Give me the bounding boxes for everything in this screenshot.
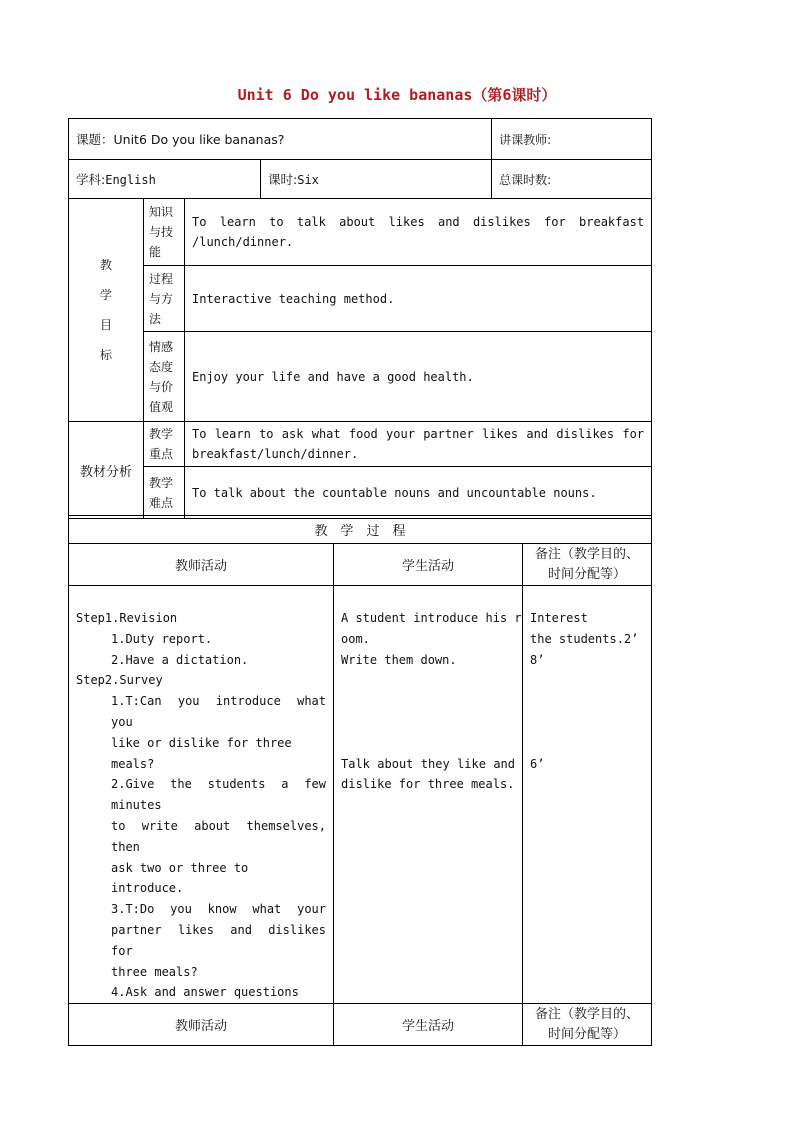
- student-line: oom.: [341, 631, 370, 646]
- process-heading: 教 学 过 程: [69, 516, 652, 544]
- knowledge-skills-text: To learn to talk about likes and dislikes for breakfast /lunch/dinner.: [185, 199, 652, 266]
- student-activity-header: 学生活动: [334, 544, 523, 586]
- total-periods-label: 总课时数:: [492, 160, 652, 199]
- teacher-line: Step1.Revision: [76, 611, 178, 625]
- note-line: 8’: [530, 652, 545, 667]
- teacher-line: Step2.Survey: [76, 673, 163, 688]
- student-activity-header-repeat: 学生活动: [334, 1004, 523, 1046]
- process-method-text: Interactive teaching method.: [185, 266, 652, 332]
- topic-label: 课题：: [76, 132, 114, 147]
- teacher-activity-header: 教师活动: [69, 544, 334, 586]
- key-points-label: 教学 重点: [144, 422, 185, 467]
- topic-cell: [69, 119, 492, 160]
- student-line: Write them down.: [341, 652, 457, 667]
- teacher-line: ask two or three to introduce.: [111, 860, 249, 896]
- attitude-values-label: 情感 态度 与价 值观: [144, 332, 185, 422]
- teacher-line: to write about themselves, then: [111, 818, 326, 854]
- notes-header-repeat: 备注（教学目的、 时间分配等）: [523, 1004, 652, 1046]
- page-title: Unit 6 Do you like bananas（第6课时）: [237, 86, 557, 104]
- objectives-group-label: 教 学 目 标: [69, 199, 144, 422]
- subject-cell: [69, 160, 261, 199]
- teacher-line: partner likes and dislikes for: [111, 922, 326, 958]
- notes-cell: [523, 586, 652, 1004]
- process-method-label: 过程 与方 法: [144, 266, 185, 332]
- notes-header: 备注（教学目的、 时间分配等）: [523, 544, 652, 586]
- attitude-values-text: Enjoy your life and have a good health.: [185, 332, 652, 422]
- key-points-text: To learn to ask what food your partner likes and dislikes for breakfast/lunch/dinner.: [185, 422, 652, 467]
- teacher-activity-header-repeat: 教师活动: [69, 1004, 334, 1046]
- knowledge-skills-label: 知识 与技 能: [144, 199, 185, 266]
- teacher-line: 1.T:Can you introduce what you: [111, 694, 326, 729]
- student-line: Talk about they like and: [341, 756, 515, 771]
- teacher-line: 2.Have a dictation.: [111, 652, 249, 667]
- analysis-group-label: 教材分析: [69, 422, 144, 519]
- process-table: [68, 515, 652, 1046]
- period-label: 课时:: [268, 172, 298, 187]
- period-value: Six: [297, 173, 319, 187]
- note-line: 6’: [530, 756, 545, 771]
- teacher-activity-cell: [69, 586, 334, 1004]
- teacher-line: 4.Ask and answer questions: [111, 985, 299, 1000]
- period-cell: [261, 160, 492, 199]
- lesson-info-table: [68, 118, 652, 519]
- teacher-line: three meals?: [111, 964, 198, 979]
- subject-value: English: [105, 173, 156, 187]
- note-line: Interest: [530, 611, 588, 625]
- student-activity-cell: [334, 586, 523, 1004]
- student-line: dislike for three meals.: [341, 777, 515, 792]
- teacher-label: 讲课教师:: [492, 119, 652, 160]
- difficulties-label: 教学 难点: [144, 467, 185, 519]
- note-line: the students.2’: [530, 631, 639, 646]
- teacher-line: 3.T:Do you know what your: [111, 902, 326, 917]
- student-line: A student introduce his r: [341, 611, 522, 625]
- subject-label: 学科:: [76, 172, 106, 187]
- difficulties-text: To talk about the countable nouns and uncountable nouns.: [185, 467, 652, 519]
- topic-value: Unit6 Do you like bananas?: [113, 132, 285, 147]
- teacher-line: 2.Give the students a few minutes: [111, 777, 326, 813]
- teacher-line: 1.Duty report.: [111, 631, 213, 646]
- teacher-line: like or dislike for three meals?: [111, 735, 292, 771]
